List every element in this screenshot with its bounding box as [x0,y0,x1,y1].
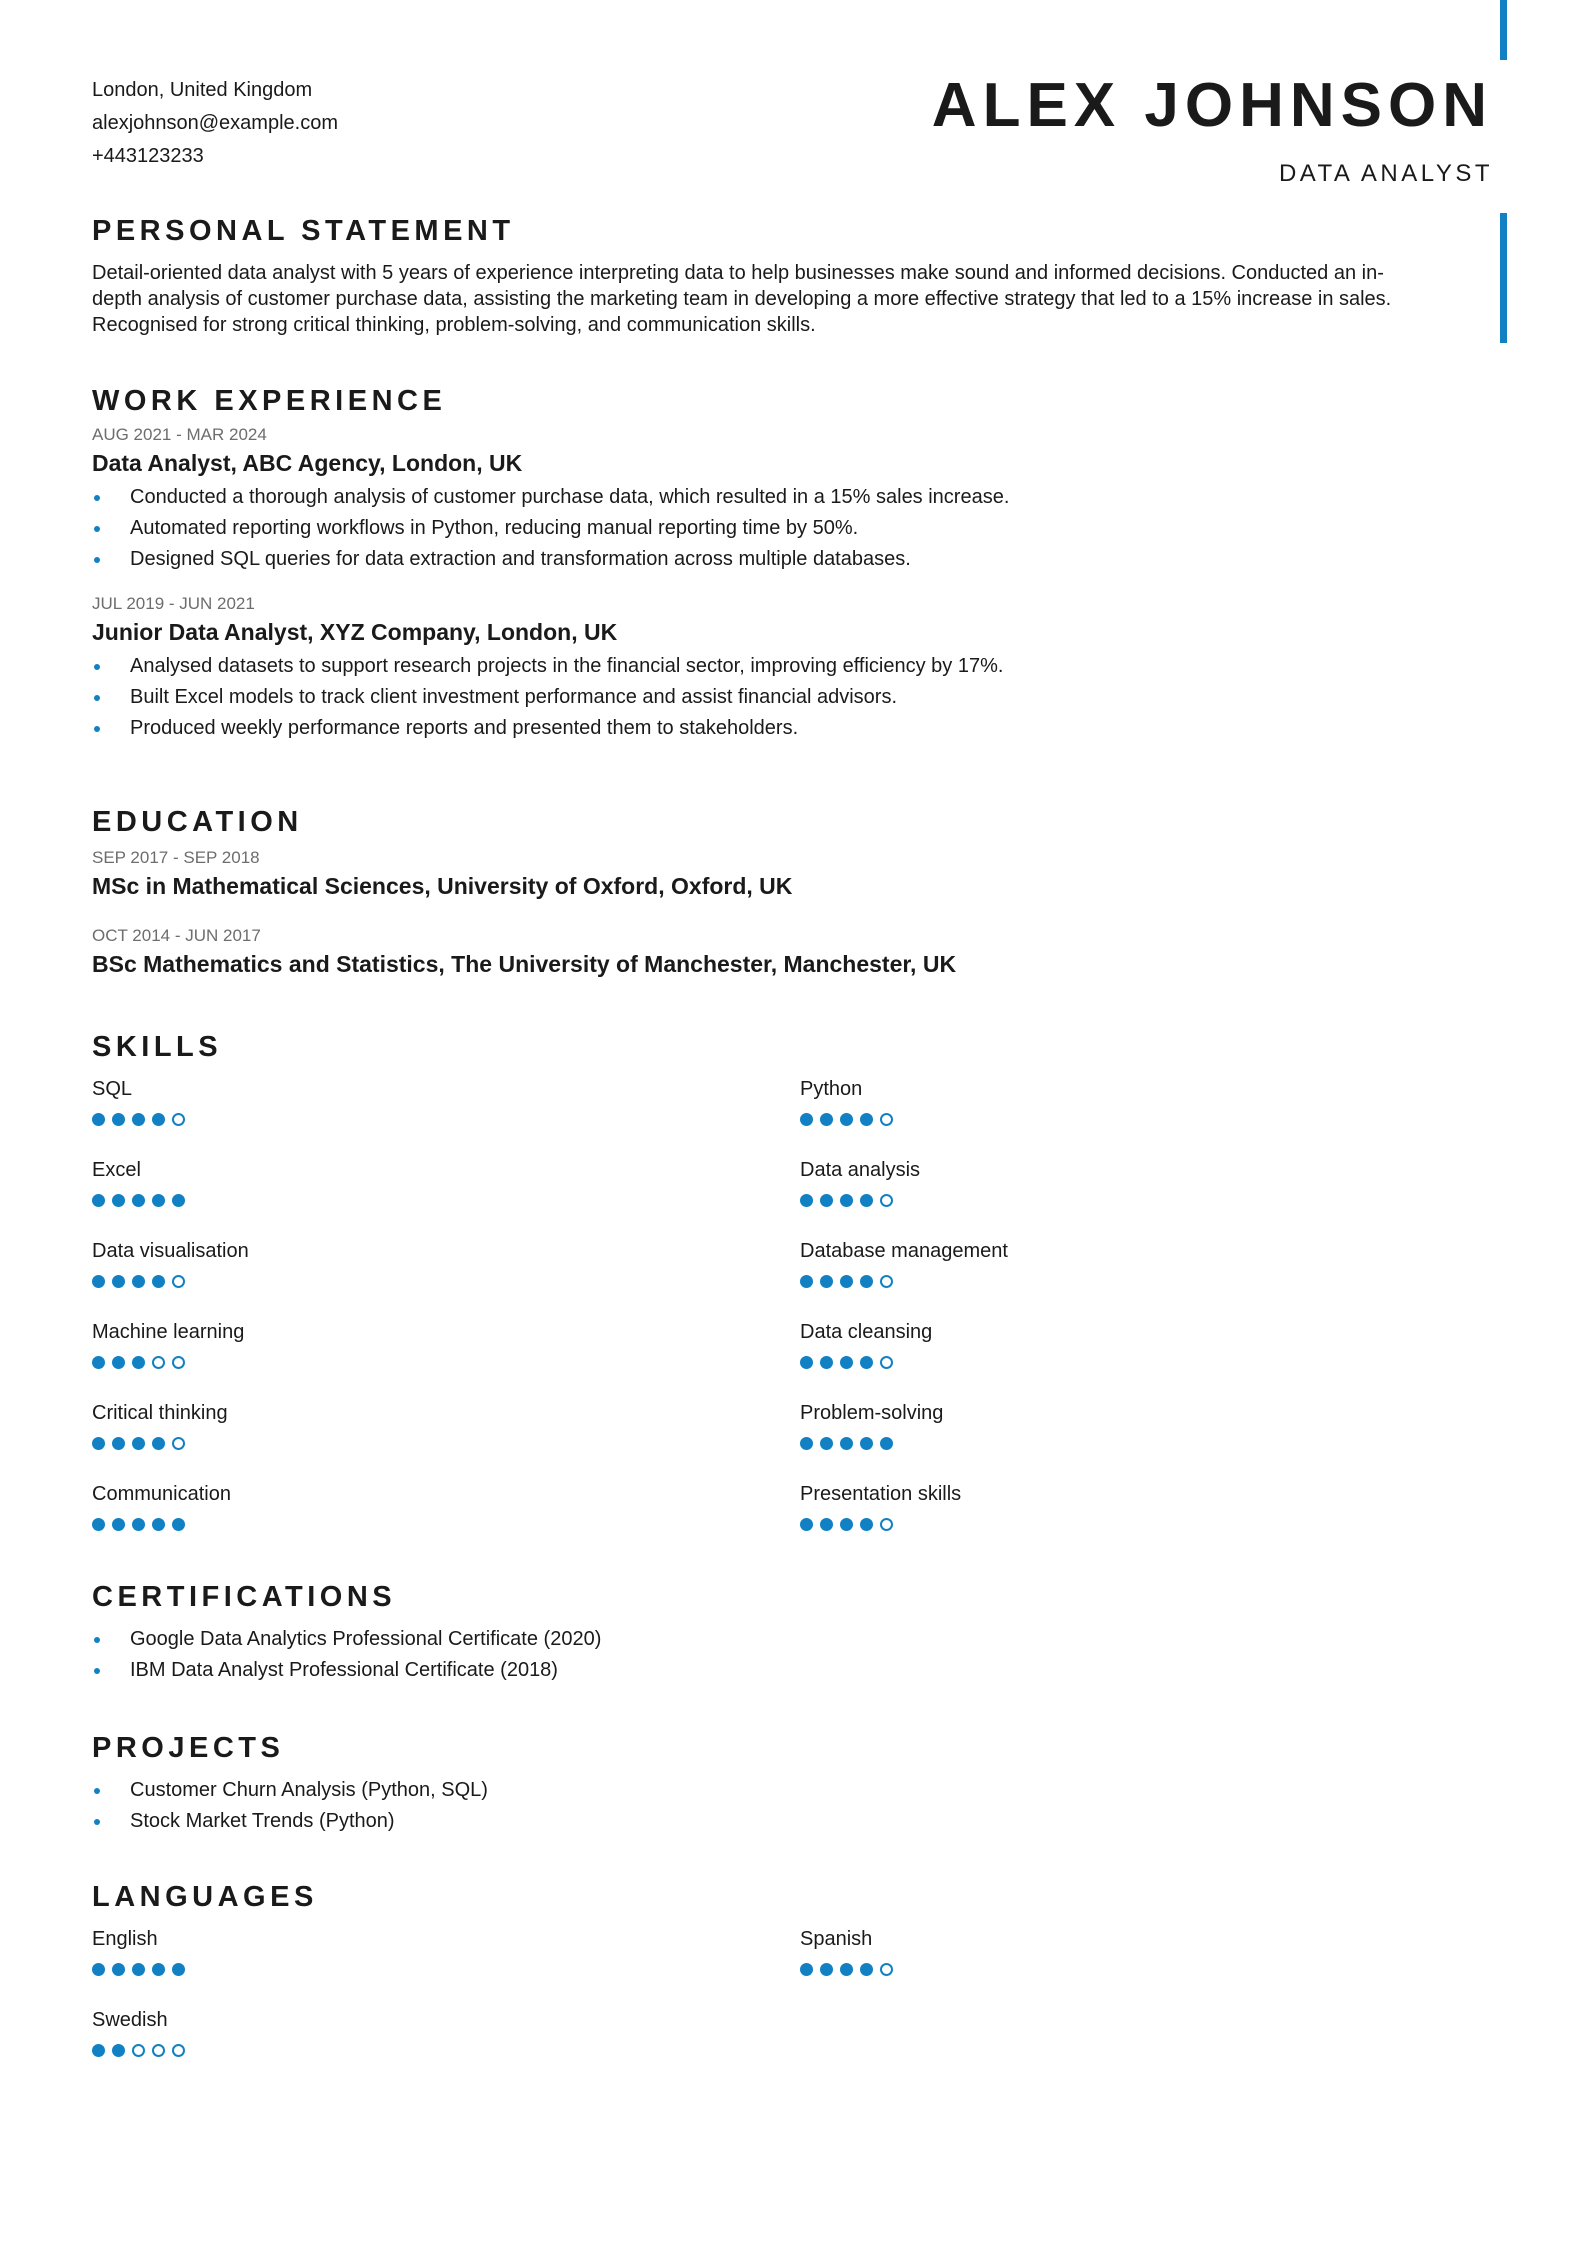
rating-dot-filled-icon [820,1437,833,1450]
bullet-icon [94,726,100,732]
language-name: Spanish [800,1928,873,1950]
rating-dot-filled-icon [172,1518,185,1531]
rating-dot-filled-icon [840,1194,853,1207]
skill-item [800,1319,1508,1400]
languages-grid [92,1926,1502,2088]
skill-item [800,1157,1508,1238]
rating-dot-filled-icon [820,1275,833,1288]
rating-dot-filled-icon [800,1194,813,1207]
rating-dot-empty-icon [880,1518,893,1531]
rating-dot-filled-icon [800,1437,813,1450]
personal-statement-section [92,214,1502,338]
rating-dot-filled-icon [112,1194,125,1207]
rating-dot-filled-icon [840,1356,853,1369]
list-item [92,651,1502,682]
bullet-text: Built Excel models to track client investment performance and assist financial advisors. [130,686,898,708]
rating-dot-empty-icon [880,1194,893,1207]
rating-dot-filled-icon [112,1113,125,1126]
job-title: Data Analyst, ABC Agency, London, UK [92,450,523,476]
rating-dot-filled-icon [152,1194,165,1207]
rating-dot-filled-icon [112,1518,125,1531]
skill-name: Data visualisation [92,1240,249,1262]
languages-section [92,1880,1502,2088]
skill-name: Data analysis [800,1159,921,1181]
rating-dot-filled-icon [860,1113,873,1126]
contact-location: London, United Kingdom [92,79,313,101]
rating-dot-filled-icon [112,2044,125,2057]
work-experience-section [92,384,1502,744]
skill-item [800,1481,1508,1562]
bullet-icon [94,664,100,670]
job-entry [92,424,1502,575]
education-dates: SEP 2017 - SEP 2018 [92,848,260,867]
list-item [92,544,1502,575]
projects-section [92,1731,1502,1837]
bullet-icon [94,1819,100,1825]
language-name: Swedish [92,2009,168,2031]
rating-dot-filled-icon [820,1194,833,1207]
list-item [92,1655,1502,1686]
certification-text: IBM Data Analyst Professional Certificate (2018) [130,1659,558,1681]
rating-dot-filled-icon [152,1437,165,1450]
skill-name: SQL [92,1078,133,1100]
rating-dot-filled-icon [152,1518,165,1531]
education-degree: MSc in Mathematical Sciences, University of Oxford, Oxford, UK [92,873,793,899]
skill-name: Python [800,1078,863,1100]
rating-dot-filled-icon [92,1356,105,1369]
skills-grid [92,1076,1502,1562]
section-title: PROJECTS [92,1732,285,1764]
job-entry [92,593,1502,744]
skill-rating [92,1113,800,1126]
section-title: SKILLS [92,1031,223,1063]
job-dates: JUL 2019 - JUN 2021 [92,594,255,613]
rating-dot-empty-icon [880,1356,893,1369]
rating-dot-filled-icon [132,1194,145,1207]
education-entry [92,925,1502,979]
certification-text: Google Data Analytics Professional Certificate (2020) [130,1628,602,1650]
job-title: Junior Data Analyst, XYZ Company, London, UK [92,619,618,645]
job-dates: AUG 2021 - MAR 2024 [92,425,267,444]
skill-rating [92,1194,800,1207]
skill-item [92,1076,800,1157]
rating-dot-filled-icon [92,1518,105,1531]
job-bullets [92,482,1502,575]
skill-name: Critical thinking [92,1402,228,1424]
rating-dot-filled-icon [800,1113,813,1126]
bullet-icon [94,557,100,563]
skill-name: Database management [800,1240,1008,1262]
skill-rating [800,1356,1508,1369]
rating-dot-filled-icon [820,1518,833,1531]
rating-dot-empty-icon [172,2044,185,2057]
rating-dot-empty-icon [880,1275,893,1288]
rating-dot-filled-icon [132,1356,145,1369]
list-item [92,1775,1502,1806]
rating-dot-filled-icon [860,1194,873,1207]
rating-dot-filled-icon [840,1963,853,1976]
rating-dot-empty-icon [880,1963,893,1976]
rating-dot-filled-icon [860,1518,873,1531]
rating-dot-filled-icon [172,1963,185,1976]
education-section [92,805,1502,979]
statement-text: Detail-oriented data analyst with 5 years of experience interpreting data to help businesses make sound and informed decisions. Conducted an in-depth analysis of customer purchase data, assisting the marketing team in developing a more effective strategy that led to a 15% increase in sales. Recognised for strong critical thinking, problem-solving, and communication skills. [92,262,1392,336]
rating-dot-filled-icon [840,1113,853,1126]
rating-dot-filled-icon [152,1963,165,1976]
language-item [92,1926,800,2007]
rating-dot-empty-icon [152,2044,165,2057]
skill-item [800,1076,1508,1157]
rating-dot-filled-icon [860,1356,873,1369]
skill-item [800,1238,1508,1319]
list-item [92,682,1502,713]
skill-item [92,1157,800,1238]
contact-info [92,74,338,173]
list-item [92,482,1502,513]
skill-rating [800,1113,1508,1126]
rating-dot-filled-icon [800,1963,813,1976]
candidate-name: ALEX JOHNSON [931,71,1493,140]
education-dates: OCT 2014 - JUN 2017 [92,926,261,945]
rating-dot-filled-icon [820,1113,833,1126]
skill-name: Data cleansing [800,1321,933,1343]
language-item [800,1926,1508,2007]
language-rating [92,1963,800,1976]
skill-name: Excel [92,1159,141,1181]
skill-rating [800,1437,1508,1450]
rating-dot-empty-icon [152,1356,165,1369]
skill-rating [800,1518,1508,1531]
rating-dot-filled-icon [132,1437,145,1450]
bullet-icon [94,495,100,501]
rating-dot-filled-icon [112,1356,125,1369]
rating-dot-filled-icon [132,1275,145,1288]
skill-name: Presentation skills [800,1483,962,1505]
bullet-icon [94,1788,100,1794]
skill-item [92,1481,800,1562]
rating-dot-filled-icon [800,1356,813,1369]
rating-dot-filled-icon [840,1437,853,1450]
rating-dot-filled-icon [112,1963,125,1976]
skill-rating [92,1275,800,1288]
projects-list [92,1775,1502,1837]
list-item [92,1806,1502,1837]
rating-dot-empty-icon [132,2044,145,2057]
rating-dot-filled-icon [860,1275,873,1288]
rating-dot-filled-icon [92,1194,105,1207]
rating-dot-filled-icon [800,1275,813,1288]
bullet-text: Produced weekly performance reports and presented them to stakeholders. [130,717,799,739]
rating-dot-filled-icon [800,1518,813,1531]
rating-dot-filled-icon [92,1113,105,1126]
skill-item [800,1400,1508,1481]
section-title: LANGUAGES [92,1881,318,1913]
education-degree: BSc Mathematics and Statistics, The University of Manchester, Manchester, UK [92,951,957,977]
rating-dot-filled-icon [152,1275,165,1288]
skill-name: Communication [92,1483,231,1505]
list-item [92,513,1502,544]
bullet-text: Analysed datasets to support research projects in the financial sector, improving efficiency by 17%. [130,655,1004,677]
section-title: PERSONAL STATEMENT [92,215,515,247]
rating-dot-empty-icon [880,1113,893,1126]
job-bullets [92,651,1502,744]
skill-rating [92,1518,800,1531]
rating-dot-filled-icon [880,1437,893,1450]
rating-dot-filled-icon [92,1275,105,1288]
project-text: Stock Market Trends (Python) [130,1810,395,1832]
rating-dot-filled-icon [112,1437,125,1450]
rating-dot-filled-icon [860,1437,873,1450]
skill-item [92,1319,800,1400]
bullet-icon [94,1637,100,1643]
rating-dot-filled-icon [860,1963,873,1976]
rating-dot-filled-icon [152,1113,165,1126]
bullet-icon [94,695,100,701]
rating-dot-filled-icon [820,1356,833,1369]
rating-dot-filled-icon [132,1113,145,1126]
rating-dot-filled-icon [172,1194,185,1207]
language-name: English [92,1928,158,1950]
rating-dot-filled-icon [92,1437,105,1450]
skill-rating [92,1356,800,1369]
section-title: EDUCATION [92,806,303,838]
bullet-icon [94,1668,100,1674]
skill-name: Problem-solving [800,1402,944,1424]
rating-dot-filled-icon [132,1963,145,1976]
contact-phone[interactable]: +443123233 [92,145,204,167]
section-title: CERTIFICATIONS [92,1581,397,1613]
rating-dot-filled-icon [92,2044,105,2057]
language-item [92,2007,800,2088]
skill-item [92,1400,800,1481]
rating-dot-filled-icon [840,1275,853,1288]
skills-section [92,1030,1502,1562]
rating-dot-filled-icon [92,1963,105,1976]
rating-dot-empty-icon [172,1275,185,1288]
certifications-list [92,1624,1502,1686]
certifications-section [92,1580,1502,1686]
skill-rating [800,1275,1508,1288]
list-item [92,1624,1502,1655]
skill-rating [800,1194,1508,1207]
bullet-text: Conducted a thorough analysis of customer purchase data, which resulted in a 15% sales increase. [130,486,1010,508]
rating-dot-filled-icon [112,1275,125,1288]
project-text: Customer Churn Analysis (Python, SQL) [130,1779,488,1801]
rating-dot-empty-icon [172,1113,185,1126]
skill-item [92,1238,800,1319]
rating-dot-filled-icon [840,1518,853,1531]
rating-dot-filled-icon [132,1518,145,1531]
skill-name: Machine learning [92,1321,245,1343]
rating-dot-filled-icon [820,1963,833,1976]
accent-bar-top [1500,0,1507,60]
education-entry [92,847,1502,901]
list-item [92,713,1502,744]
bullet-icon [94,526,100,532]
language-rating [800,1963,1508,1976]
contact-email[interactable]: alexjohnson@example.com [92,112,338,134]
section-title: WORK EXPERIENCE [92,385,447,417]
bullet-text: Designed SQL queries for data extraction and transformation across multiple databases. [130,548,911,570]
rating-dot-empty-icon [172,1437,185,1450]
language-rating [92,2044,800,2057]
candidate-role: DATA ANALYST [1278,160,1493,187]
rating-dot-empty-icon [172,1356,185,1369]
skill-rating [92,1437,800,1450]
bullet-text: Automated reporting workflows in Python, reducing manual reporting time by 50%. [130,517,859,539]
